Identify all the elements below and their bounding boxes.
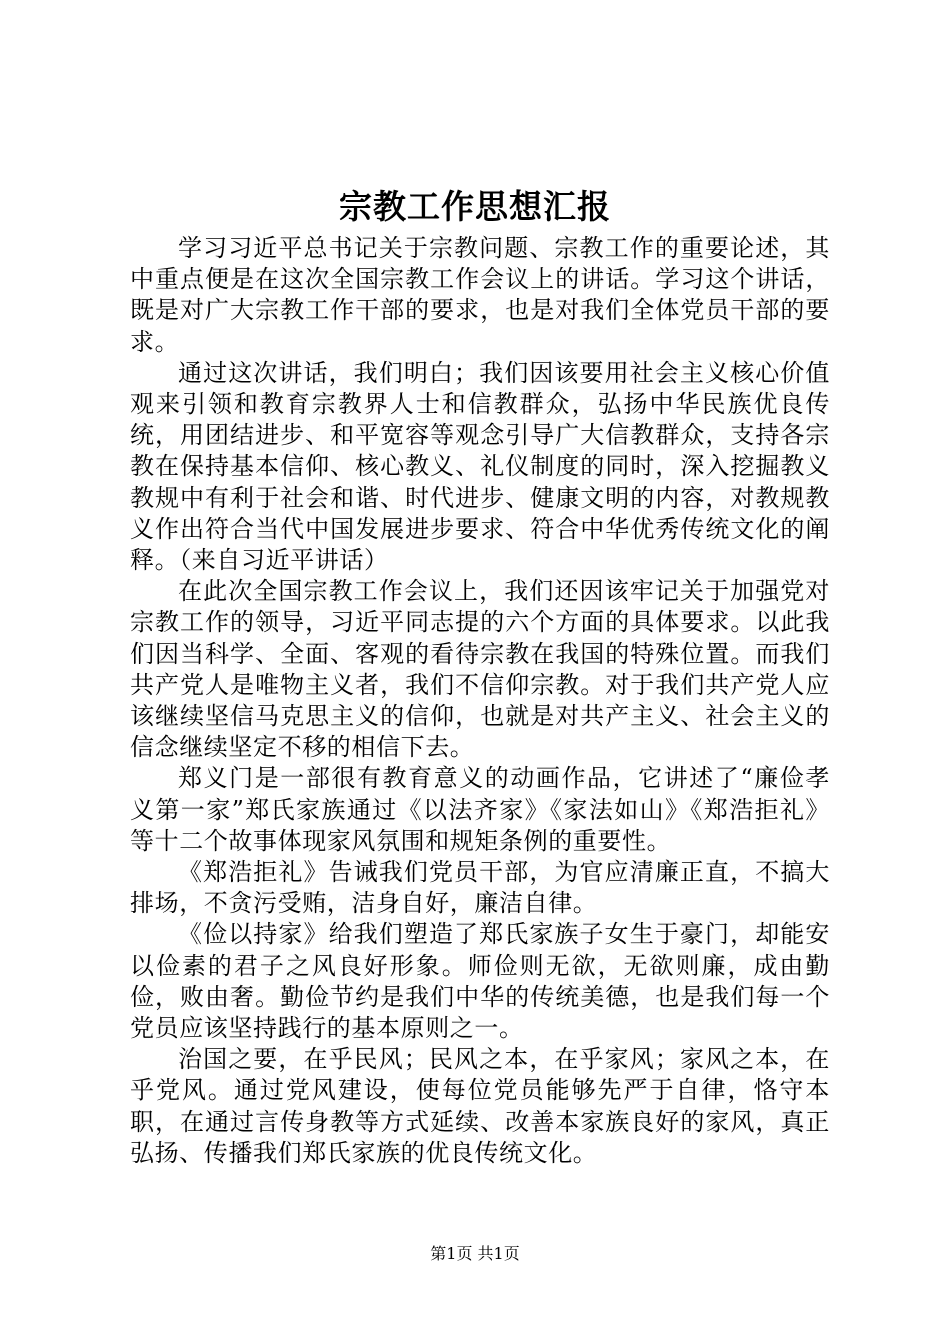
paragraph-4: 郑义门是一部很有教育意义的动画作品，它讲述了“廉俭孝义第一家”郑氏家族通过《以法齐家》《家法如山》《郑浩拒礼》等十二个故事体现家风氛围和规矩条例的重要性。 xyxy=(130,764,830,855)
paragraph-7: 治国之要，在乎民风；民风之本，在乎家风；家风之本，在乎党风。通过党风建设，使每位党员能够先严于自律，恪守本职，在通过言传身教等方式延续、改善本家族良好的家风，真正弘扬、传播我们郑氏家族的优良传统文化。 xyxy=(130,1045,830,1167)
page-footer: 第1页 共1页 xyxy=(430,1244,520,1263)
paragraph-6: 《俭以持家》给我们塑造了郑氏家族子女生于豪门，却能安以俭素的君子之风良好形象。师俭则无欲，无欲则廉，成由勤俭，败由奢。勤俭节约是我们中华的传统美德，也是我们每一个党员应该坚持践行的基本原则之一。 xyxy=(130,920,830,1043)
paragraph-1: 学习习近平总书记关于宗教问题、宗教工作的重要论述，其中重点便是在这次全国宗教工作会议上的讲话。学习这个讲话，既是对广大宗教工作干部的要求，也是对我们全体党员干部的要求。 xyxy=(130,234,830,356)
paragraph-3: 在此次全国宗教工作会议上，我们还因该牢记关于加强党对宗教工作的领导，习近平同志提的六个方面的具体要求。以此我们因当科学、全面、客观的看待宗教在我国的特殊位置。而我们共产党人是唯物主义者，我们不信仰宗教。对于我们共产党人应该继续坚信马克思主义的信仰，也就是对共产主义、社会主义的信念继续坚定不移的相信下去。 xyxy=(130,577,830,762)
document-body xyxy=(130,233,830,1169)
paragraph-2: 通过这次讲话，我们明白；我们因该要用社会主义核心价值观来引领和教育宗教界人士和信教群众，弘扬中华民族优良传统，用团结进步、和平宽容等观念引导广大信教群众，支持各宗教在保持基本信仰、核心教义、礼仪制度的同时，深入挖掘教义教规中有利于社会和谐、时代进步、健康文明的内容，对教规教义作出符合当代中国发展进步要求、符合中华优秀传统文化的阐释。（来自习近平讲话） xyxy=(130,358,830,575)
document-title: 宗教工作思想汇报 xyxy=(339,187,611,226)
paragraph-5: 《郑浩拒礼》告诫我们党员干部，为官应清廉正直，不搞大排场，不贪污受贿，洁身自好，廉洁自律。 xyxy=(130,858,830,918)
